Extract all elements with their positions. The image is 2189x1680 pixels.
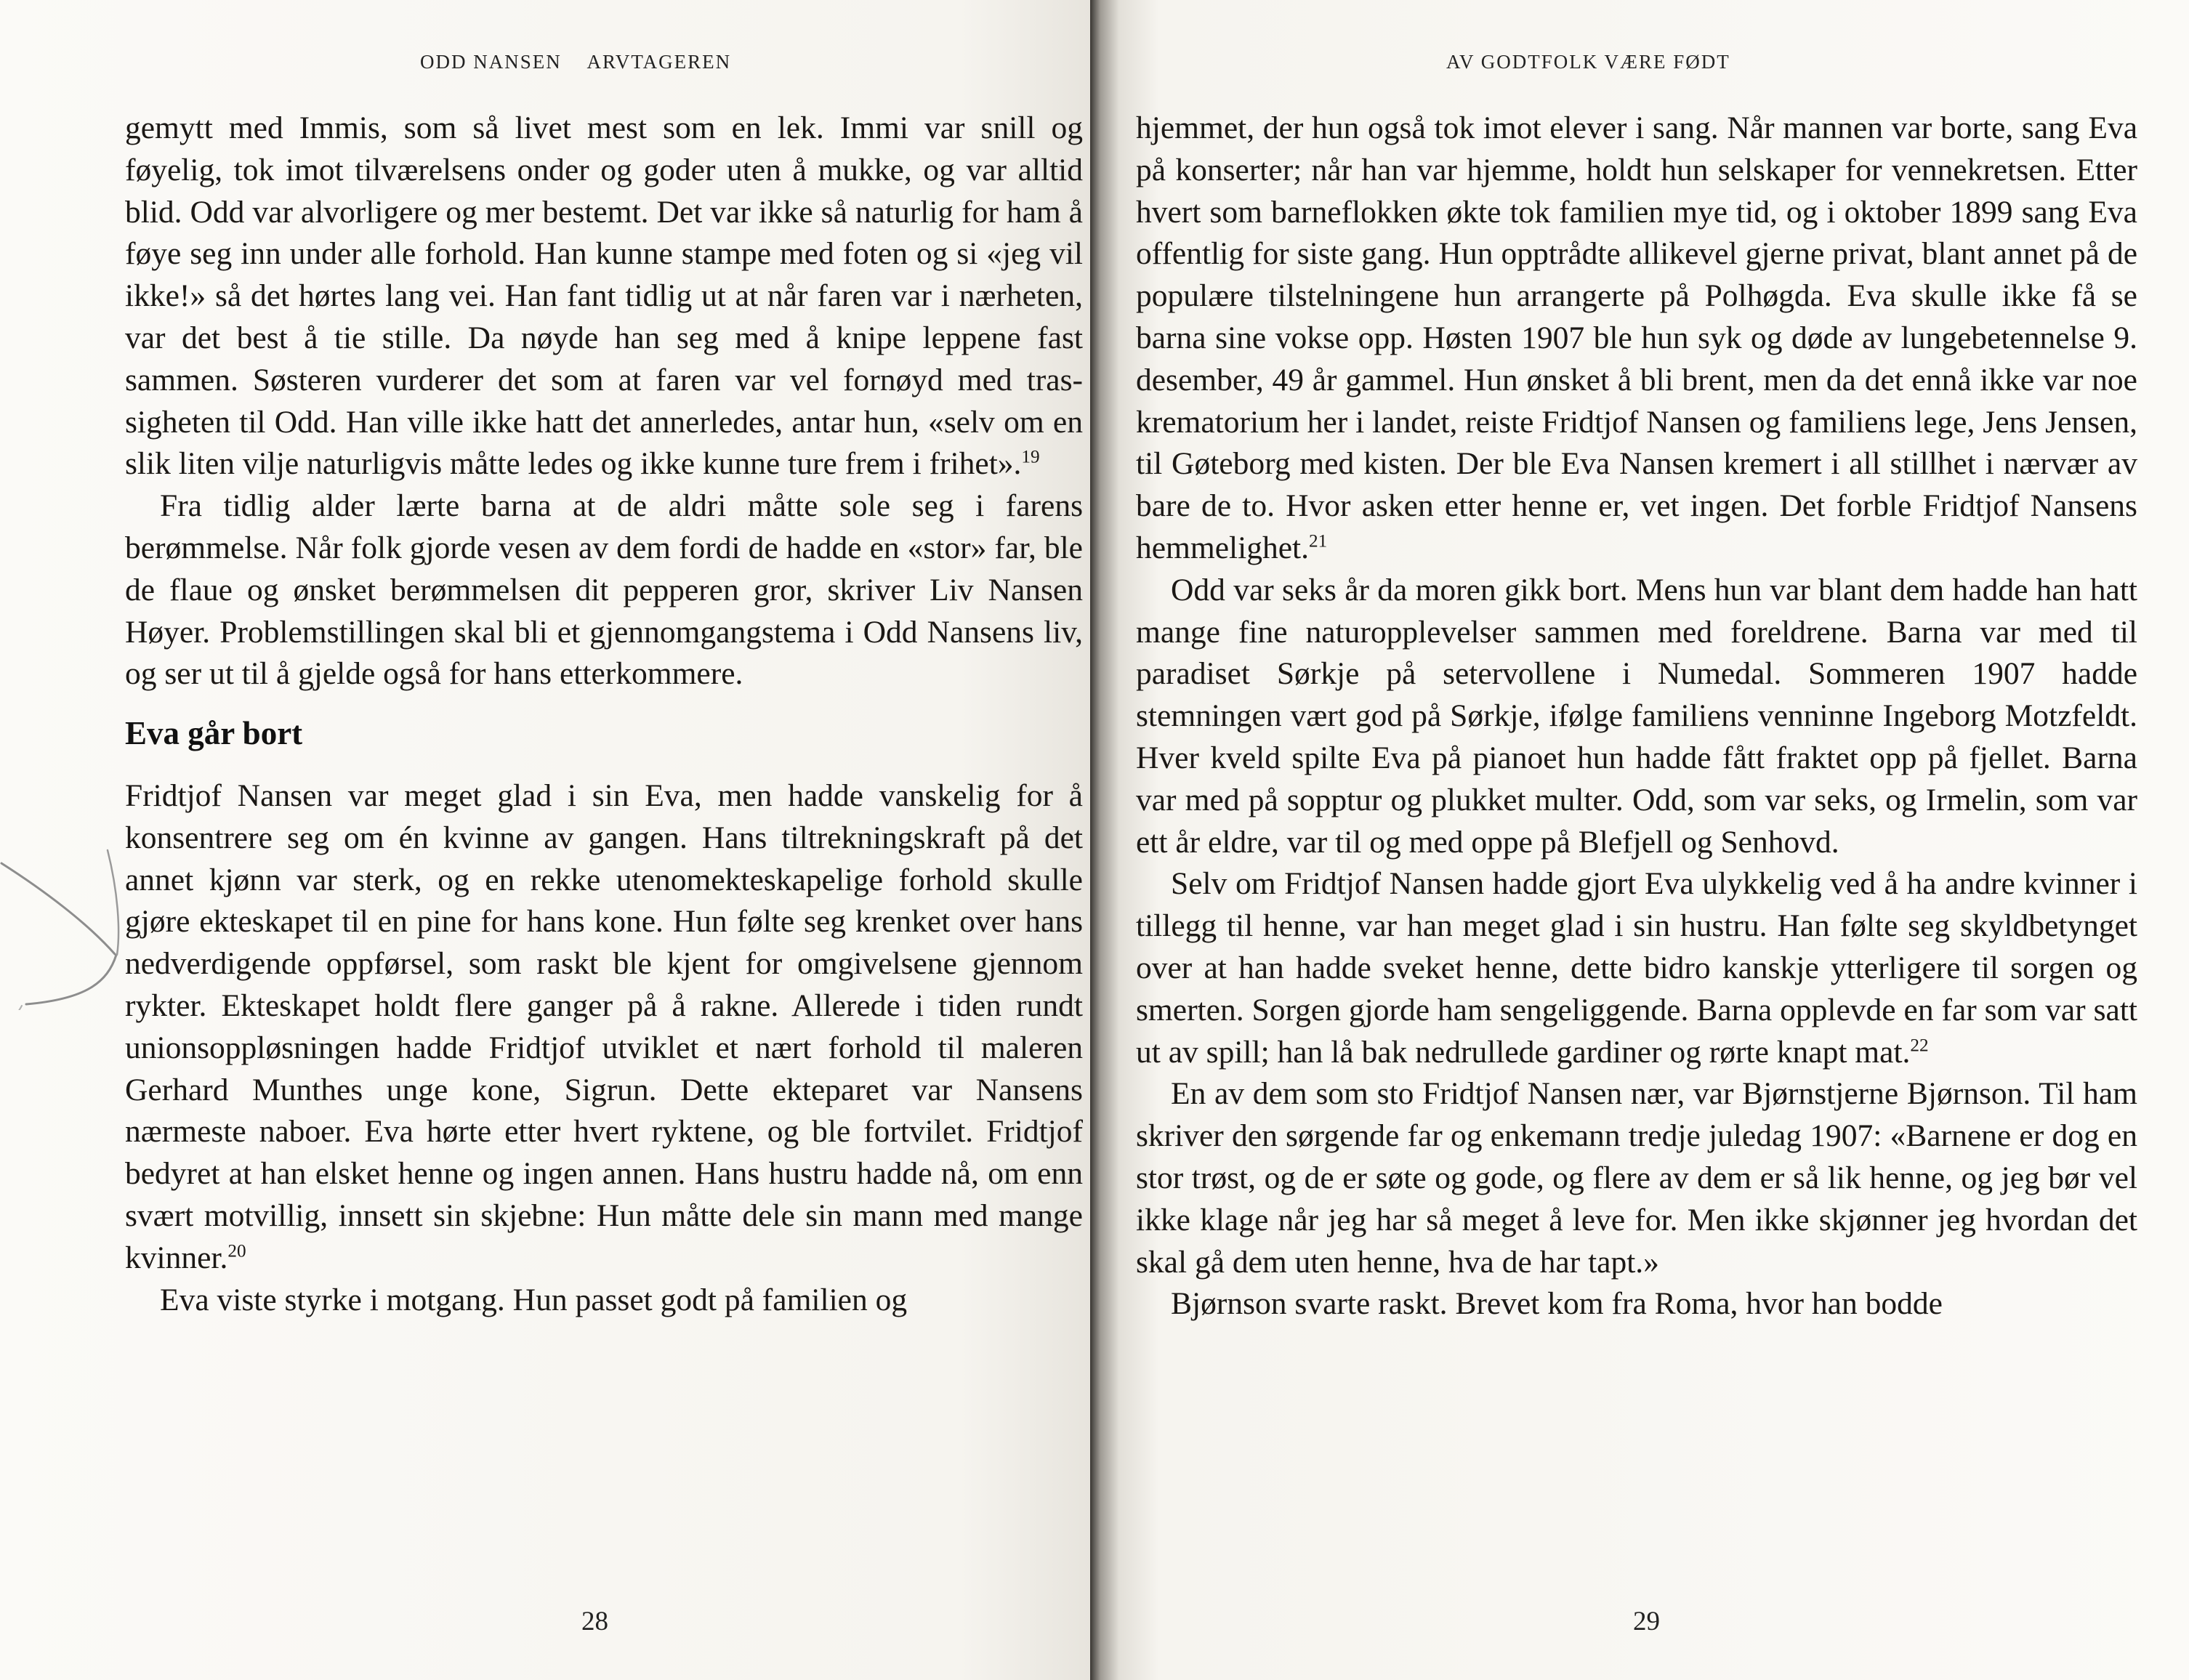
running-head-author: ODD NANSEN — [420, 51, 562, 73]
page-number-left: 28 — [581, 1607, 608, 1636]
pencil-arrow-icon — [0, 821, 145, 1010]
running-head-right: AV GODTFOLK VÆRE FØDT — [1446, 51, 1730, 73]
footnote-reference: 20 — [227, 1241, 246, 1261]
paragraph: hjemmet, der hun også tok imot elever i sang. Når mannen var borte, sang Eva på konserter; når han var hjemme, holdt hun selskaper for vennekretsen. Etter hvert som barneflokken økte tok familien mye tid, og i oktober 1899 sang Eva offentlig for siste gang. Hun opptrådte allikevel gjerne privat, blant annet på de populære tilstelningene hun arrangerte på Polhøgda. Eva skulle ikke få se barna sine vokse opp. Høsten 1907 ble hun syk og døde av lungebetennelse 9. desember, 49 år gammel. Hun ønsket å bli brent, men da det ennå ikke var noe krematorium her i landet, reiste Fridtjof Nansen og familiens lege, Jens Jensen, til Gøteborg med kisten. Der ble Eva Nansen kremert i all stillhet i nærvær av bare de to. Hvor asken etter henne er, vet ingen. Det forble Fridtjof Nansens hemmelighet.$^{21}$ — [1136, 110, 2137, 565]
paragraph: Bjørnson svarte raskt. Brevet kom fra Roma, hvor han bodde — [1171, 1286, 1943, 1322]
running-head-title: ARVTAGEREN — [586, 51, 732, 73]
right-page — [1090, 0, 2189, 1680]
right-page-body — [1136, 108, 2137, 1325]
footnote-reference: 19 — [1021, 447, 1040, 467]
left-page — [0, 0, 1090, 1680]
running-head-left — [420, 51, 731, 73]
page-number-right: 29 — [1633, 1607, 1660, 1636]
footnote-reference: 22 — [1910, 1035, 1929, 1055]
left-page-body — [125, 108, 1083, 1321]
footnote-reference: 21 — [1308, 531, 1328, 552]
paragraph: Fridtjof Nansen var meget glad i sin Eva, men hadde vanskelig for å konsentrere seg om én kvinne av gangen. Hans tiltrekningskraft på det annet kjønn var sterk, og en rekke utenomekteskapelige forhold skulle gjøre ekteskapet til en pine for hans kone. Hun følte seg krenket over hans nedverdigende oppførsel, som raskt ble kjent for omgivelsene gjennom rykter. Ekteskapet holdt flere ganger på å rakne. Allerede i tiden rundt unionsoppløsningen hadde Fridtjof utviklet et nært forhold til maleren Gerhard Munthes unge kone, Sigrun. Dette ekteparet var Nansens nærmeste naboer. Eva hørte etter hvert ryktene, og ble fortvilet. Fridtjof bedyret at han elsket henne og ingen annen. Hans hustru hadde nå, om enn svært motvillig, innsett sin skjebne: Hun måtte dele sin mann med mange kvinner.$^{20}$ — [125, 778, 1083, 1275]
paragraph: Fra tidlig alder lærte barna at de aldri måtte sole seg i farens berømmelse. Når folk gjorde vesen av dem fordi de hadde en «stor» far, ble de flaue og ønsket berømmelsen dit pepperen gror, skriver Liv Nansen Høyer. Problemstillingen skal bli et gjennomgangstema i Odd Nansens liv, og ser ut til å gjelde også for hans etterkommere. — [125, 488, 1083, 692]
paragraph: Selv om Fridtjof Nansen hadde gjort Eva ulykkelig ved å ha andre kvinner i tillegg til henne, var han meget glad i sin hustru. Han følte seg skyldbetynget over at han hadde sveket henne, dette bidro kanskje ytterligere til sorgen og smerten. Sorgen gjorde ham sengeliggende. Barna opplevde en far som var satt ut av spill; han lå bak nedrullede gardiner og rørte knapt mat.$^{22}$ — [1136, 866, 2137, 1070]
paragraph: gemytt med Immis, som så livet mest som en lek. Immi var snill og føyelig, tok imot tilværelsens onder og goder uten å mukke, og var alltid blid. Odd var alvorligere og mer bestemt. Det var ikke så naturlig for ham å føye seg inn under alle forhold. Han kunne stampe med foten og si «jeg vil ikke!» så det hørtes lang vei. Han fant tidlig ut at når faren var i nærheten, var det best å tie stille. Da nøyde han seg med å knipe leppene fast sammen. Søsteren vurderer det som at faren var vel fornøyd med trassigheten til Odd. Han ville ikke hatt det annerledes, antar hun, «selv om en slik liten vilje naturligvis måtte ledes og ikke kunne ture frem i frihet».$^{19}$ — [125, 110, 1083, 482]
paragraph: Odd var seks år da moren gikk bort. Mens hun var blant dem hadde han hatt mange fine naturopplevelser sammen med foreldrene. Barna var med til paradiset Sørkje på setervollene i Numedal. Sommeren 1907 hadde stemningen vært god på Sørkje, ifølge familiens venninne Ingeborg Motzfeldt. Hver kveld spilte Eva på pianoet hun hadde fått fraktet opp på fjellet. Barna var med på sopptur og plukket multer. Odd, som var seks, og Irmelin, som var ett år eldre, var til og med oppe på Blefjell og Senhovd. — [1136, 572, 2137, 860]
paragraph: Eva viste styrke i motgang. Hun passet godt på familien og — [160, 1282, 908, 1317]
section-heading: Eva går bort — [125, 715, 303, 752]
paragraph: En av dem som sto Fridtjof Nansen nær, var Bjørnstjerne Bjørnson. Til ham skriver den sørgende far og enkemann tredje juledag 1907: «Barnene er dog en stor trøst, og de er søte og gode, og flere av dem er så lik henne, og jeg bør vel ikke klage når jeg har så meget å leve for. Men ikke skjønner jeg hvordan det skal gå dem uten henne, hva de har tapt.» — [1136, 1076, 2137, 1280]
